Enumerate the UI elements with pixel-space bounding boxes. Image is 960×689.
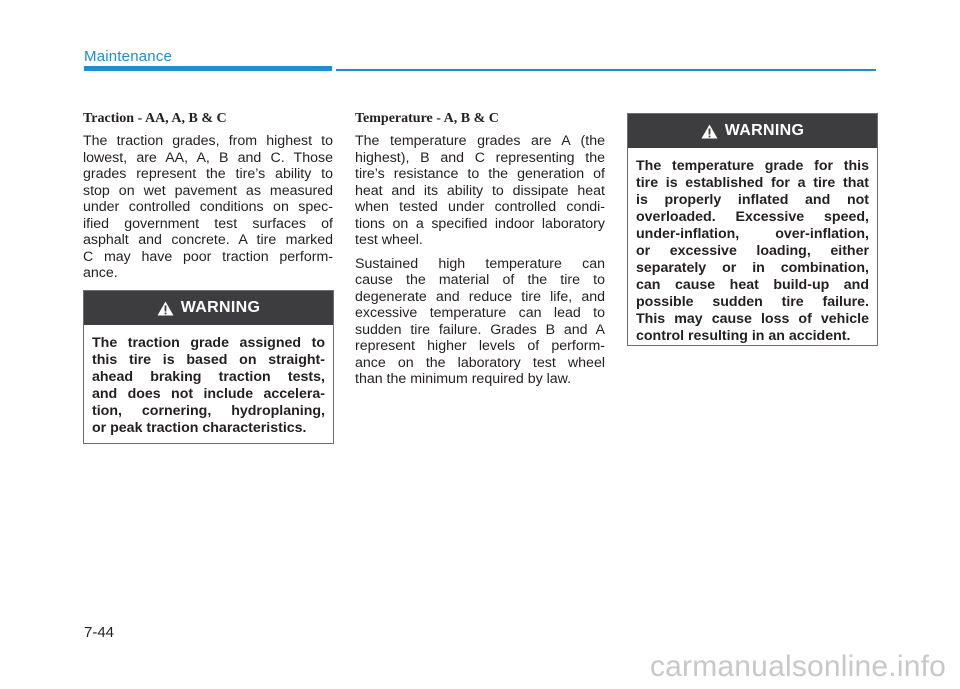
text-line: Sustained high temperature can [355, 255, 605, 272]
temperature-paragraph-1 [355, 133, 605, 249]
traction-warning-box [83, 290, 334, 444]
text-line: ahead braking traction tests, [92, 369, 325, 385]
warning-triangle-icon [157, 301, 174, 316]
text-line: or excessive loading, either [636, 243, 869, 259]
temperature-heading: Temperature - A, B & C [355, 111, 499, 126]
warning-text [84, 325, 333, 447]
text-line: degenerate and reduce tire life, and [355, 288, 605, 305]
text-line: highest), B and C representing the [355, 149, 605, 166]
warning-title: WARNING [724, 122, 805, 139]
warning-header [628, 114, 877, 148]
temperature-paragraph-2 [355, 256, 605, 388]
text-line: asphalt and concrete. A tire marked [83, 232, 333, 248]
warning-title: WARNING [180, 299, 261, 316]
text-line: or peak traction characteristics. [92, 420, 307, 436]
header-rule-thin [336, 69, 876, 71]
text-line: sudden tire failure. Grades B and A [355, 321, 605, 338]
text-line: and does not include accelera- [92, 386, 325, 402]
text-line: possible sudden tire failure. [636, 294, 869, 310]
text-line: separately or in combination, [636, 260, 869, 276]
text-line: The traction grade assigned to [92, 335, 325, 351]
text-line: This may cause loss of vehicle [636, 311, 869, 327]
text-line: cause the material of the tire to [355, 272, 605, 288]
text-line: lowest, are AA, A, B and C. Those [83, 149, 333, 166]
page-number: 7-44 [84, 624, 115, 641]
text-line: test wheel. [355, 232, 423, 248]
temperature-warning-box [627, 113, 878, 346]
section-title: Maintenance [84, 48, 173, 65]
text-line: heat and its ability to dissipate heat [355, 182, 605, 199]
text-line: than the minimum required by law. [355, 371, 572, 387]
text-line: control resulting in an accident. [636, 328, 851, 344]
text-line: overloaded. Excessive speed, [636, 209, 869, 225]
text-line: can cause heat build-up and [636, 277, 869, 293]
text-line: tire is established for a tire that [636, 175, 869, 191]
text-line: C may have poor traction perform- [83, 248, 333, 265]
text-line: The temperature grades are A (the [355, 133, 605, 149]
text-line: represent higher levels of perform- [355, 338, 605, 354]
text-line: tions on a specified indoor laboratory [355, 215, 605, 232]
temperature-section [355, 110, 605, 395]
header-rule-thick [84, 66, 332, 71]
text-line: ance. [83, 265, 118, 281]
text-line: stop on wet pavement as measured [83, 182, 333, 199]
traction-section [83, 110, 333, 289]
warning-header [84, 291, 333, 325]
text-line: is properly inflated and not [636, 192, 869, 208]
text-line: The temperature grade for this [636, 158, 869, 174]
text-line: tire’s resistance to the generation of [355, 166, 605, 182]
text-line: excessive temperature can lead to [355, 305, 605, 321]
traction-heading: Traction - AA, A, B & C [83, 111, 227, 126]
text-line: ified government test surfaces of [83, 215, 333, 232]
text-line: ance on the laboratory test wheel [355, 354, 605, 371]
text-line: under controlled conditions on spec- [83, 199, 333, 215]
text-line: this tire is based on straight- [92, 352, 325, 368]
warning-triangle-icon [701, 124, 718, 139]
text-line: under-inflation, over-inflation, [636, 226, 869, 242]
text-line: The traction grades, from highest to [83, 133, 333, 149]
text-line: grades represent the tire’s ability to [83, 166, 333, 182]
traction-paragraph [83, 133, 333, 282]
watermark: carmanualsonline.info [649, 650, 946, 683]
warning-text [628, 148, 877, 355]
text-line: when tested under controlled condi- [355, 199, 605, 215]
text-line: tion, cornering, hydroplaning, [92, 403, 325, 419]
